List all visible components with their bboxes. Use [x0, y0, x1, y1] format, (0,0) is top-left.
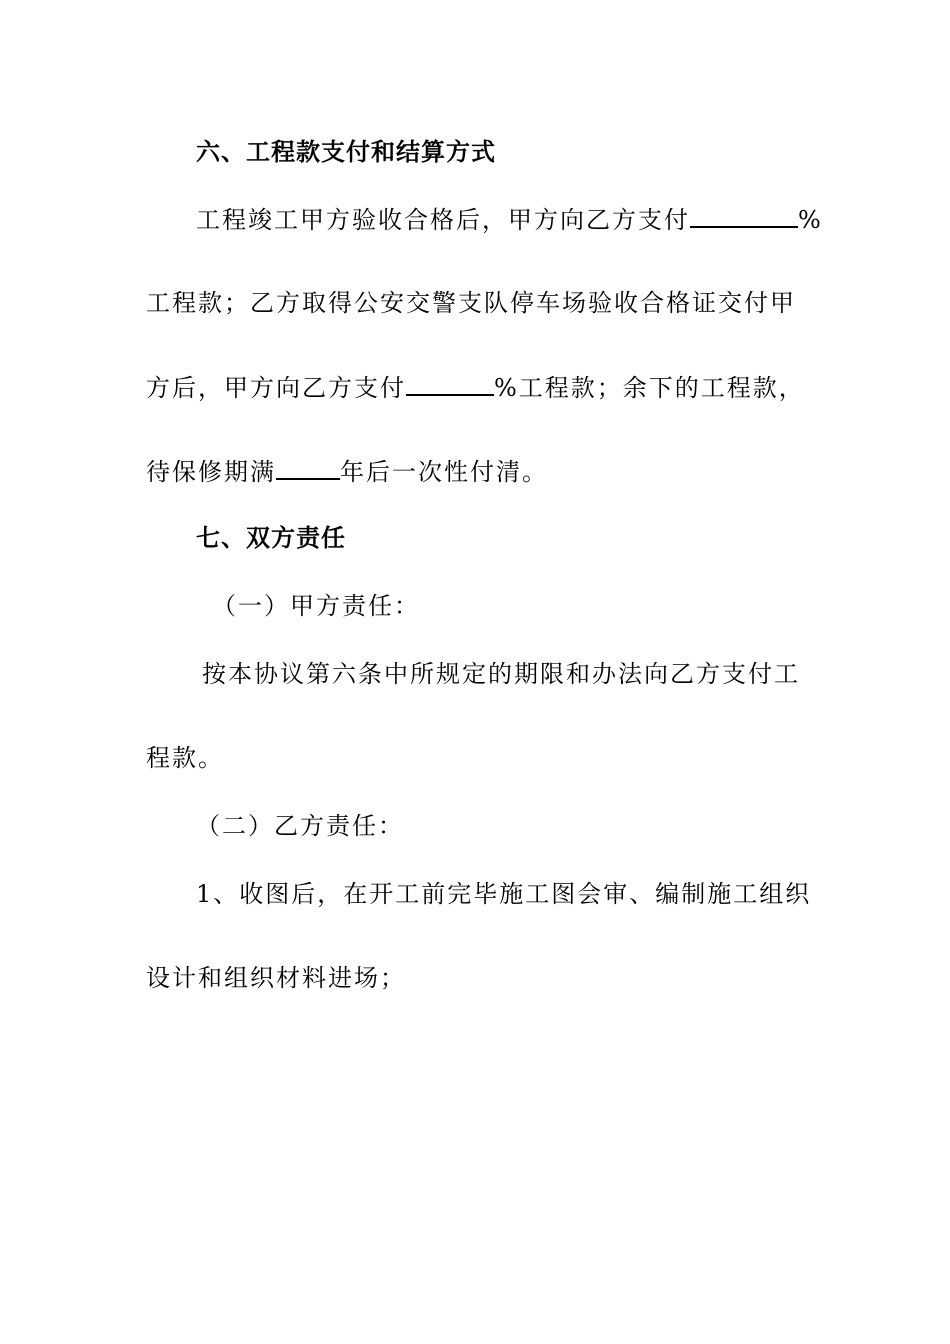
text-fragment: 设计和组织材料进场；	[146, 964, 406, 992]
text-fragment: 工程款；乙方取得公安交警支队停车场验收合格证交付甲	[146, 289, 796, 317]
text-fragment: （一）甲方责任：	[212, 592, 420, 620]
text-fragment: 年后一次性付清。	[340, 458, 548, 486]
text-fragment: 按本协议第六条中所规定的期限和办法向乙方支付工	[202, 660, 800, 688]
section-6-heading-text: 六、工程款支付和结算方式	[196, 137, 496, 166]
blank-underline-percent-1	[690, 204, 798, 228]
text-fragment: 1、收图后，在开工前完毕施工图会审、编制施工组织	[196, 880, 812, 908]
text-fragment: %	[798, 206, 823, 234]
text-fragment: 待保修期满	[146, 458, 276, 486]
section-7-heading	[196, 523, 346, 553]
text-fragment: %工程款；余下的工程款，	[494, 374, 805, 402]
section-6-paragraph-line-3	[146, 372, 805, 403]
section-6-paragraph-line-4	[146, 456, 548, 487]
party-b-item-1-line-2	[146, 963, 406, 993]
party-a-responsibility-line-2	[146, 743, 224, 773]
party-b-item-1-line-1	[196, 879, 811, 909]
text-fragment: 程款。	[146, 744, 224, 772]
text-fragment: 工程竣工甲方验收合格后，甲方向乙方支付	[196, 206, 690, 234]
section-7-heading-text: 七、双方责任	[196, 523, 346, 552]
party-a-responsibility-line-1	[202, 659, 800, 689]
text-fragment: 方后，甲方向乙方支付	[146, 374, 406, 402]
section-6-paragraph-line-1	[196, 204, 823, 235]
party-a-responsibility-heading	[212, 591, 420, 621]
blank-underline-years	[276, 456, 340, 480]
text-fragment: （二）乙方责任：	[196, 812, 404, 840]
party-b-responsibility-heading	[196, 811, 404, 841]
blank-underline-percent-2	[406, 372, 494, 396]
section-6-paragraph-line-2	[146, 288, 796, 318]
section-6-heading	[196, 137, 496, 167]
